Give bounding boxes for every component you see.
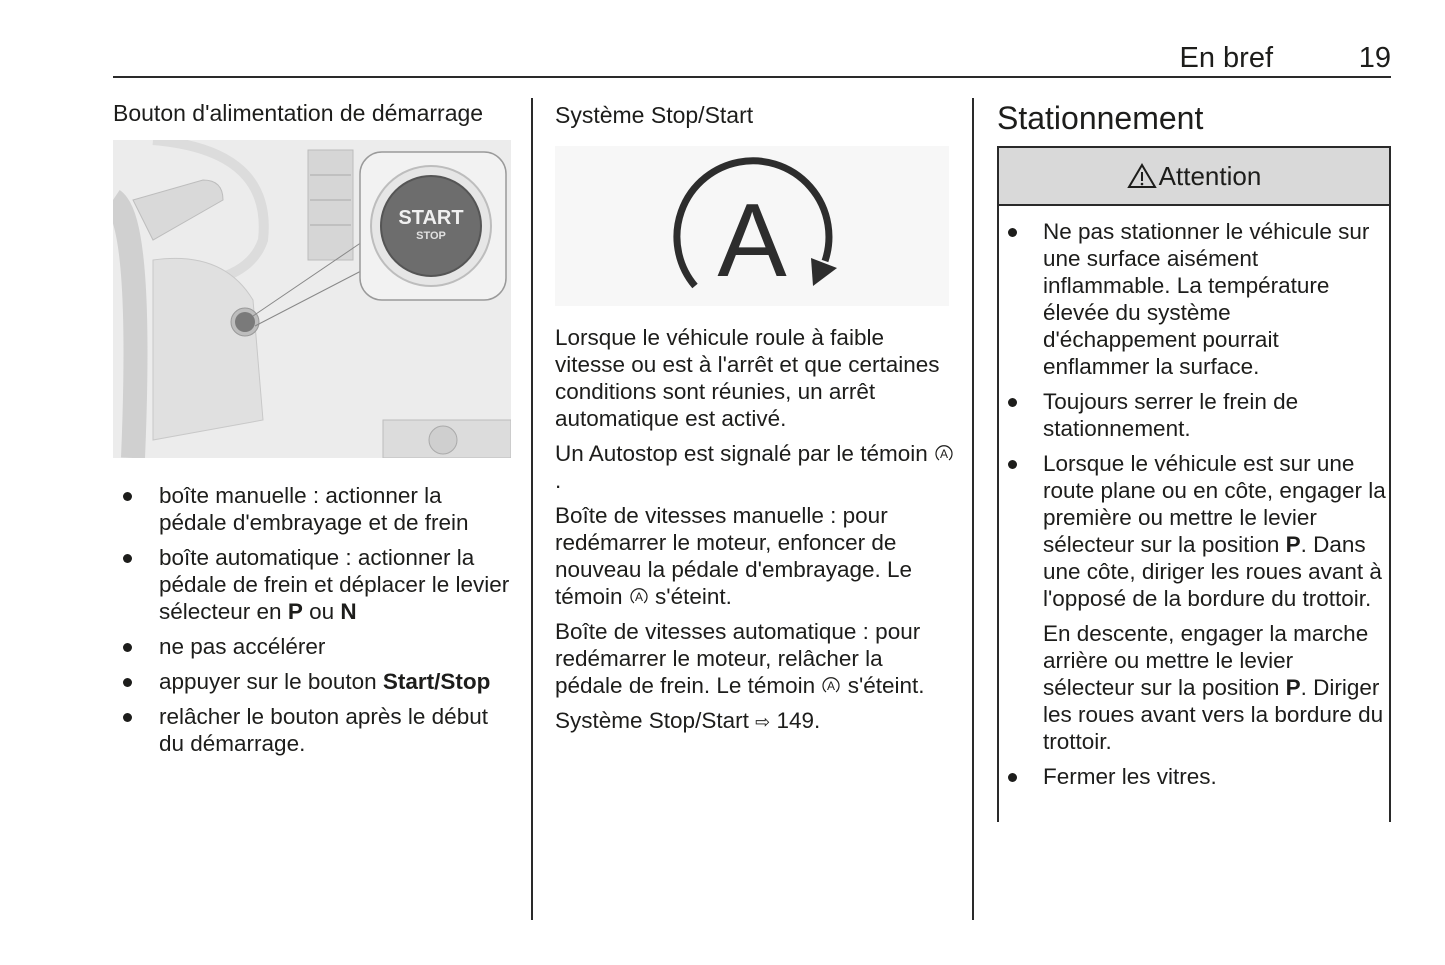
column-divider [972, 98, 974, 920]
autostop-indicator-icon [821, 675, 841, 695]
warning-header [999, 148, 1389, 206]
svg-text:A: A [634, 590, 643, 604]
stop-label: STOP [416, 230, 446, 242]
list-item: Lorsque le véhicule est sur une route plane ou en côte, engager la première ou mettre le levier sélecteur sur la position P. Dans une côte, diriger les roues avant à l'opposé de la bordure du trottoir. [999, 450, 1389, 612]
paragraph: Boîte de vitesses automatique : pour redémarrer le moteur, relâcher la pédale de frein. Le témoin A s'éteint. [555, 619, 925, 698]
paragraph: Boîte de vitesses manuelle : pour redémarrer le moteur, enfoncer de nouveau la pédale d'embrayage. Le témoin A s'éteint. [555, 503, 913, 609]
gear-position-n: N [340, 599, 357, 624]
heading-start-button: Bouton d'alimentation de démarrage [113, 100, 484, 126]
paragraph: Lorsque le véhicule roule à faible vitesse ou est à l'arrêt et que certaines conditions sont réunies, un arrêt automatique est activé. [555, 325, 940, 431]
svg-text:A: A [827, 679, 836, 693]
continuation-paragraph: En descente, engager la marche arrière ou mettre le levier sélecteur sur la position P. Diriger les roues avant vers la bordure du trottoir. [1043, 621, 1384, 754]
heading-stop-start: Système Stop/Start [555, 102, 754, 128]
start-label: START [398, 207, 464, 229]
svg-text:A: A [939, 447, 948, 461]
heading-parking: Stationnement [997, 100, 1204, 136]
autostop-indicator-icon [629, 586, 649, 606]
list-item: boîte automatique : actionner la pédale de frein et déplacer le levier sélecteur en P ou N [113, 544, 513, 625]
list-item: appuyer sur le bouton Start/Stop [113, 668, 513, 695]
section-title: En bref [1179, 42, 1273, 74]
list-item: ne pas accélérer [113, 633, 513, 660]
autostop-symbol-figure [555, 146, 949, 306]
svg-text:A: A [717, 183, 787, 299]
column-stop-start [555, 96, 955, 744]
page-reference-arrow-icon: ⇨ [755, 712, 771, 733]
column-divider [531, 98, 533, 920]
list-item: Toujours serrer le frein de stationnement. [999, 388, 1389, 442]
list-item: relâcher le bouton après le début du démarrage. [113, 703, 513, 757]
cross-reference[interactable]: Système Stop/Start ⇨ 149. [555, 708, 821, 733]
warning-box [997, 146, 1391, 822]
gear-position-p: P [1285, 532, 1301, 557]
column-start-button [113, 96, 513, 765]
warning-list [999, 218, 1389, 612]
autostop-indicator-icon [934, 443, 954, 463]
bullet-icon [1008, 228, 1017, 237]
gear-position-p: P [1285, 675, 1301, 700]
bullet-icon [123, 554, 132, 563]
bullet-icon [123, 713, 132, 722]
warning-triangle-icon [1127, 163, 1157, 189]
list-item: Ne pas stationner le véhicule sur une surface aisément inflammable. La température élevée du système d'échappement pourrait enflammer la surface. [999, 218, 1389, 380]
warning-title: Attention [1158, 160, 1262, 191]
page-header [113, 40, 1391, 78]
warning-list-end [999, 763, 1389, 790]
start-steps-list [113, 482, 513, 757]
dashboard-illustration-icon [113, 140, 511, 458]
autostop-indicator-icon [555, 146, 949, 306]
column-parking [997, 96, 1391, 822]
bullet-icon [1008, 773, 1017, 782]
bullet-icon [123, 678, 132, 687]
bullet-icon [123, 492, 132, 501]
page-number: 19 [1358, 42, 1391, 74]
paragraph: Un Autostop est signalé par le témoin A . [555, 440, 955, 494]
bullet-icon [1008, 460, 1017, 469]
start-button-illustration [113, 140, 511, 458]
bullet-icon [1008, 398, 1017, 407]
list-item: Fermer les vitres. [999, 763, 1389, 790]
start-stop-key: Start/Stop [382, 669, 491, 694]
bullet-icon [123, 643, 132, 652]
gear-position-p: P [287, 599, 303, 624]
list-item: boîte manuelle : actionner la pédale d'embrayage et de frein [113, 482, 513, 536]
